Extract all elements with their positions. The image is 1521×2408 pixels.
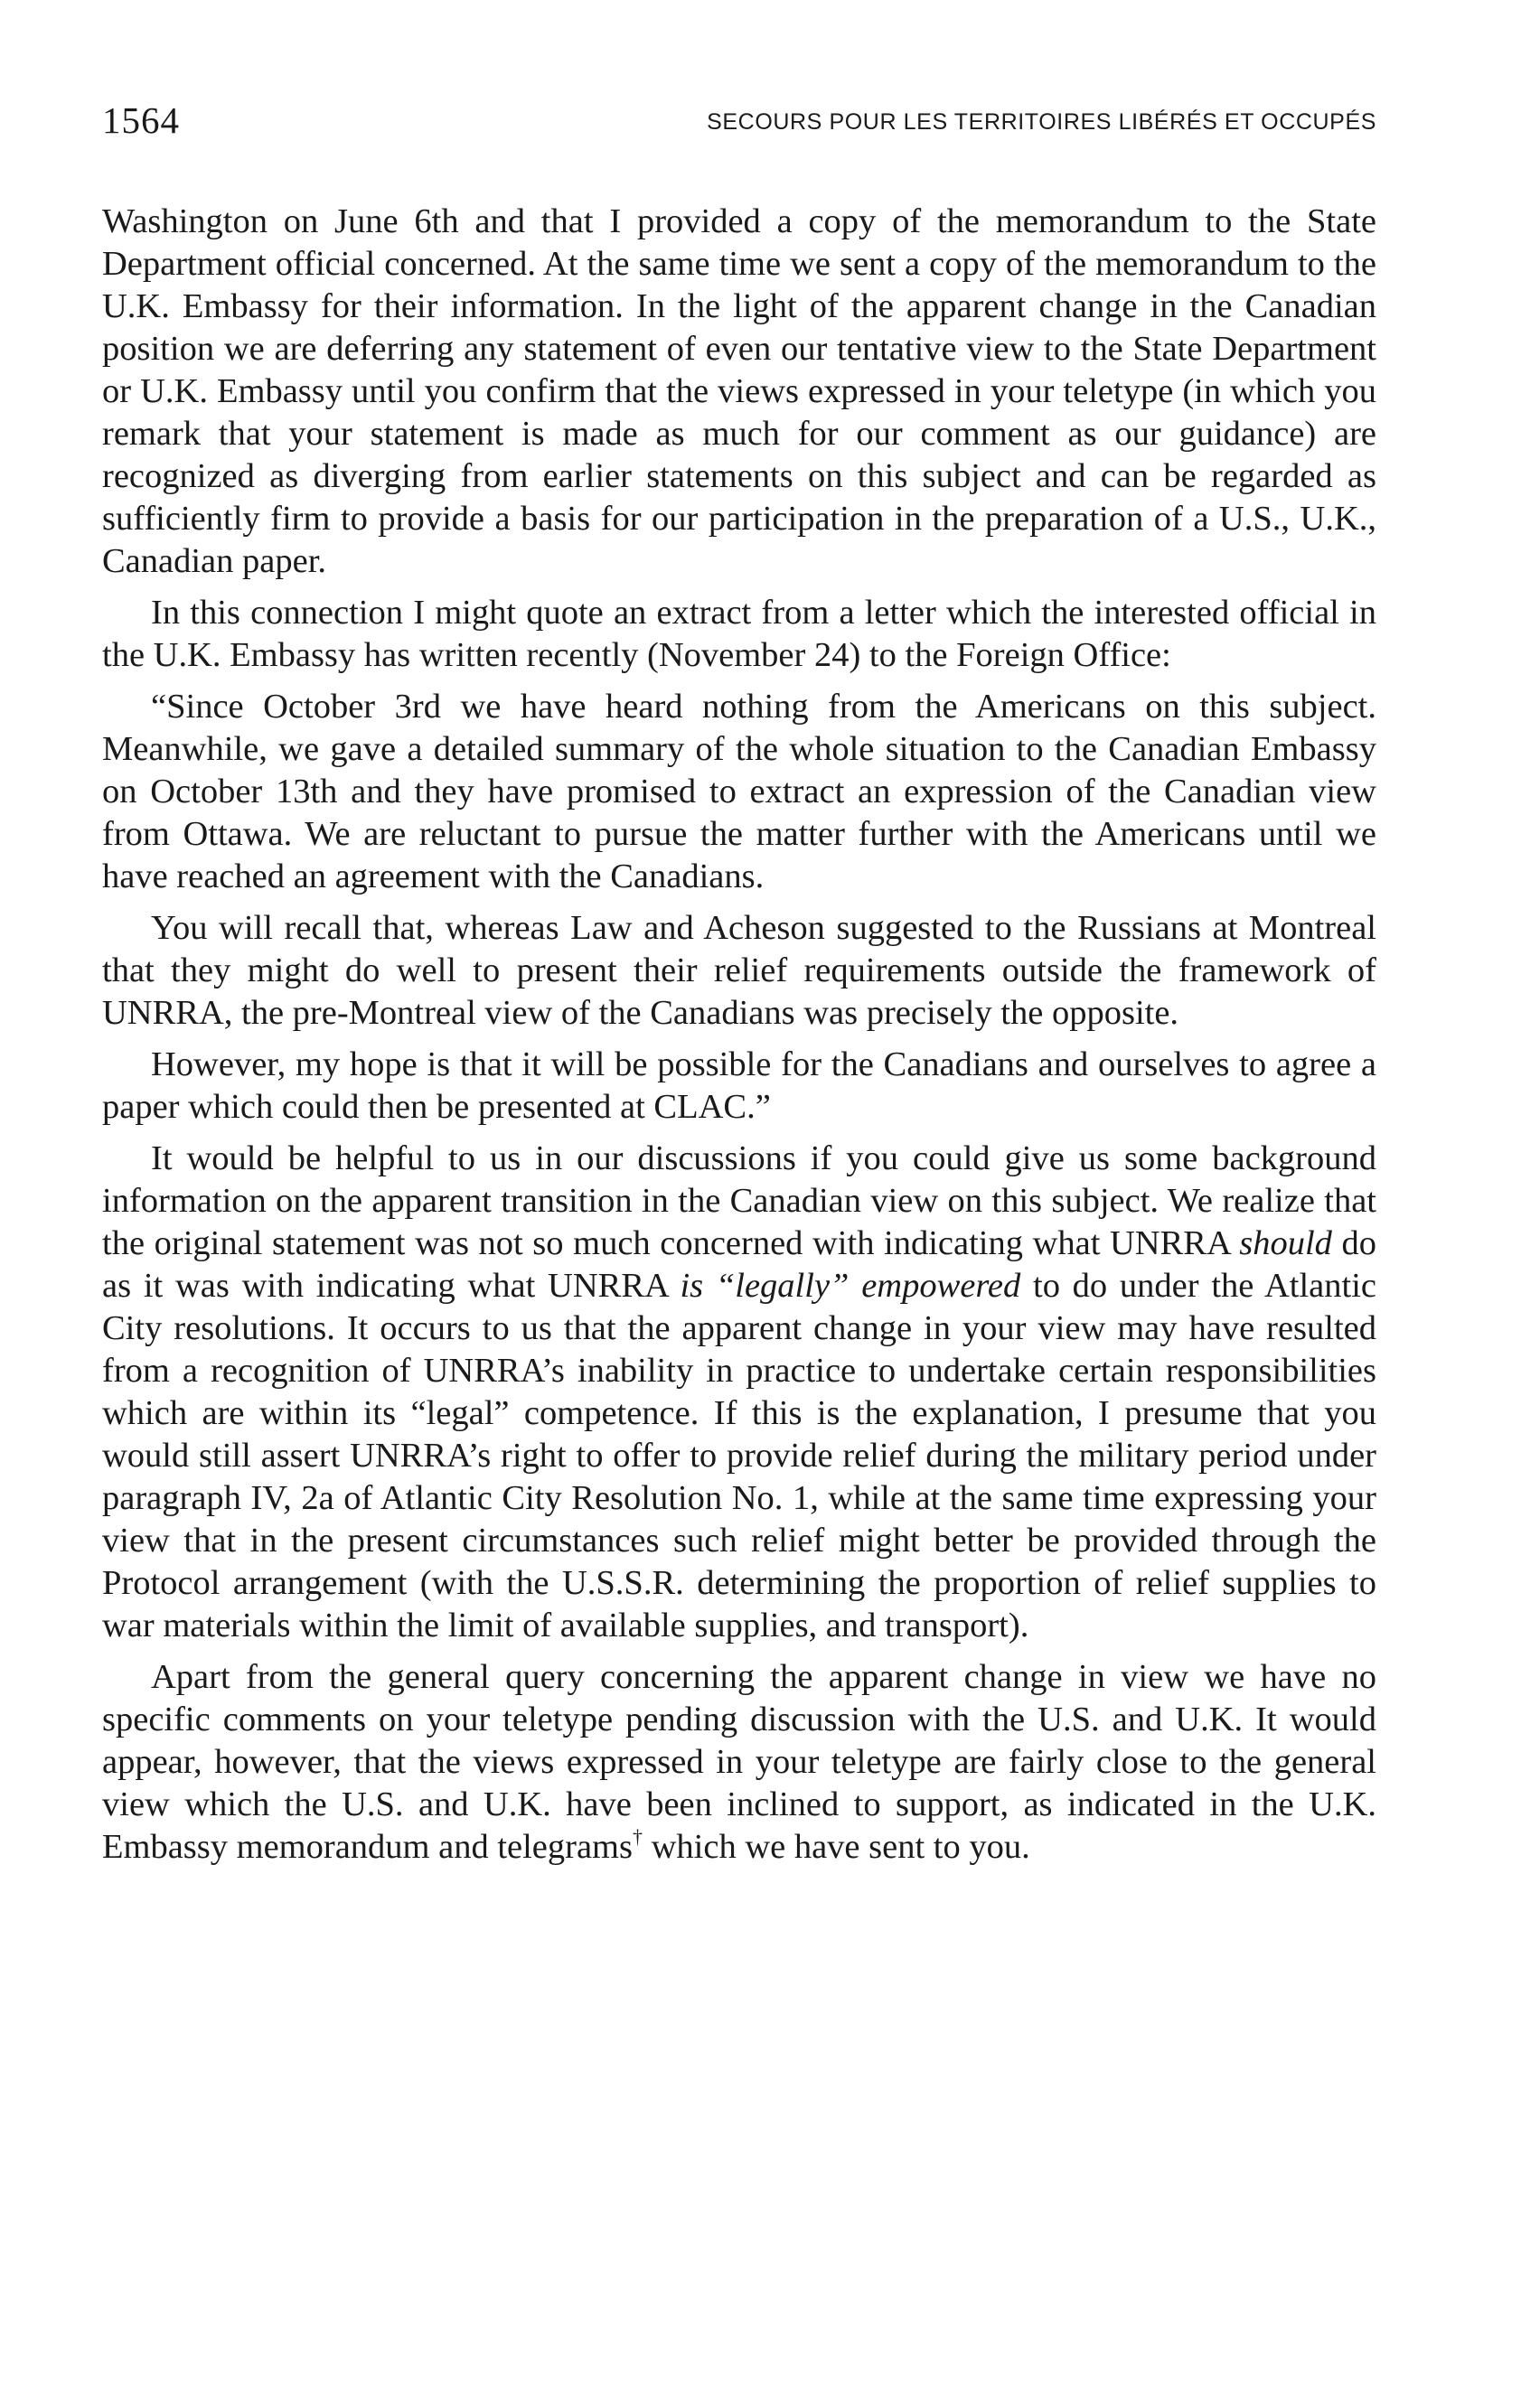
paragraph-3-text-c: to do under the Atlantic City resolutions. It occurs to us that the apparent change in your view may have resulted from a recognition of UNRRA’s inability in practice to undertake certain responsibilities which are within its “legal” competence. If this is the explanation, I presume that you would still assert UNRRA’s right to offer to provide relief during the military period under paragraph IV, 2a of Atlantic City Resolution No. 1, while at the same time expressing your view that in the present circumstances such relief might better be provided through the Protocol arrangement (with the U.S.S.R. determining the proportion of relief supplies to war materials within the limit of available supplies, and transport). (102, 1267, 1376, 1644)
quoted-paragraph-1: “Since October 3rd we have heard nothing from the Americans on this subject. Meanwhile, we gave a detailed summary of the whole situation to the Canadian Embassy on October 13th and they have promised to extract an expression of the Canadian view from Ottawa. We are reluctant to pursue the matter further with the Americans until we have reached an agreement with the Canadians. (102, 688, 1376, 895)
paragraph-4-text-b: which we have sent to you. (642, 1828, 1030, 1866)
paragraph-1: Washington on June 6th and that I provided a copy of the memorandum to the State Department official concerned. At the same time we sent a copy of the memorandum to the U.K. Embassy for their information. In the light of the apparent change in the Canadian position we are deferring any statement of even our tentative view to the State Department or U.K. Embassy until you confirm that the views expressed in your teletype (in which you remark that your statement is made as much for our comment as our guidance) are recognized as diverging from earlier statements on this subject and can be regarded as sufficiently firm to provide a basis for our participation in the preparation of a U.S., U.K., Canadian paper. (102, 202, 1376, 580)
page-number: 1564 (102, 99, 180, 141)
running-header (102, 98, 1376, 152)
quoted-paragraph-3: However, my hope is that it will be possible for the Canadians and ourselves to agree a paper which could then be presented at CLAC.” (102, 1045, 1376, 1126)
emphasis-should: should (1239, 1224, 1332, 1262)
paragraph-3-text-a: It would be helpful to us in our discussions if you could give us some background information on the apparent transition in the Canadian view on this subject. We realize that the original statement was not so much concerned with indicating what UNRRA (102, 1139, 1376, 1262)
emphasis-legally-empowered: is “legally” empowered (680, 1267, 1021, 1305)
paragraph-3-text-b: do as it was with indicating what UNRRA (102, 1224, 1376, 1305)
quoted-paragraph-2: You will recall that, whereas Law and Acheson suggested to the Russians at Montreal that they might do well to present their relief requirements outside the framework of UNRRA, the pre-Montreal view of the Canadians was precisely the opposite. (102, 909, 1376, 1032)
paragraph-3 (102, 1138, 1376, 1647)
paragraph-4-text-a: Apart from the general query concerning the apparent change in view we have no specific comments on your teletype pending discussion with the U.S. and U.K. It would appear, however, that the views expressed in your teletype are fairly close to the general view which the U.S. and U.K. have been inclined to support, as indicated in the U.K. Embassy memorandum and telegrams (102, 1658, 1376, 1866)
paragraph-2: In this connection I might quote an extract from a letter which the interested official in the U.K. Embassy has written recently (November 24) to the Foreign Office: (102, 594, 1376, 674)
paragraph-4 (102, 1656, 1376, 1869)
dagger-footnote-mark: † (632, 1825, 643, 1848)
body-text (102, 201, 1376, 1869)
running-title: SECOURS POUR LES TERRITOIRES LIBÉRÉS ET OCCUPÉS (707, 109, 1376, 135)
